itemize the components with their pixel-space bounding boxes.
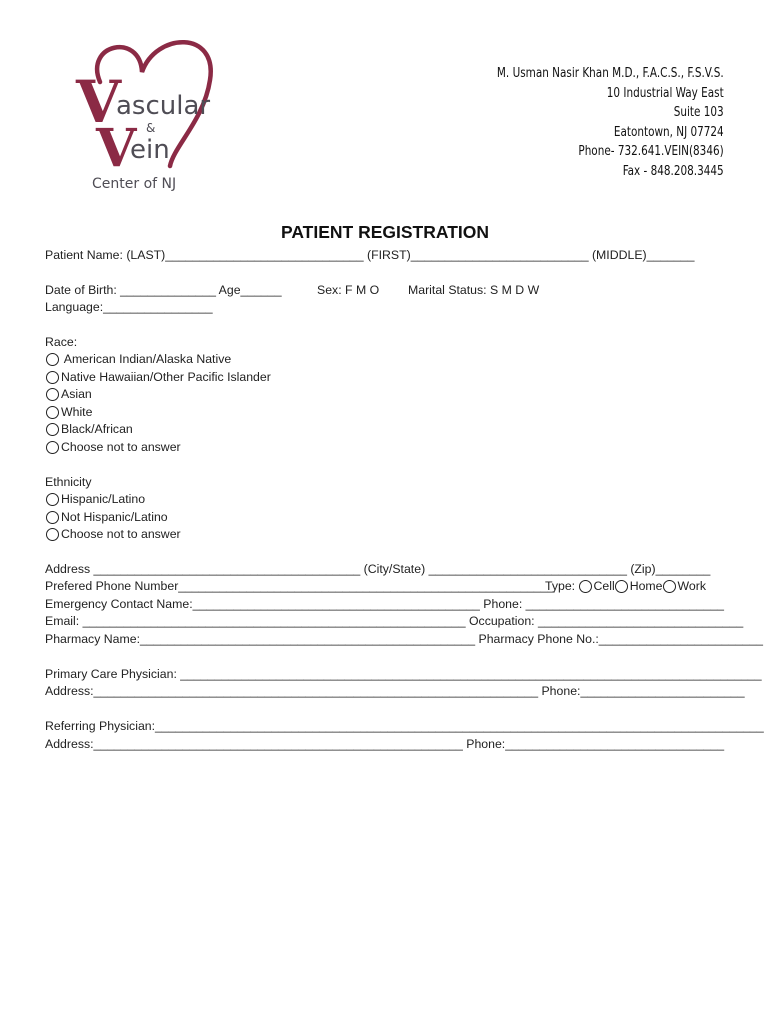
radio-circle-icon[interactable] (46, 353, 59, 366)
header-line: Eatontown, NJ 07724 (614, 123, 724, 140)
phone-type-home: Home (629, 579, 663, 593)
address-field[interactable]: Address _______________________________________ (City/State) _____________________________ (Zip)________ (45, 562, 711, 576)
dob-age-field[interactable]: Date of Birth: ______________ Age______ (45, 283, 282, 297)
pcp-address-field[interactable]: Address:_________________________________________________________________ Phone:________________________ (45, 684, 745, 698)
phone-number-field[interactable]: Prefered Phone Number_______________________________________________________ (45, 579, 555, 593)
header-line: Phone- 732.641.VEIN(8346) (578, 143, 724, 160)
practice-header (497, 64, 724, 182)
logo-v-letter: V (76, 68, 122, 136)
radio-circle-icon[interactable] (579, 580, 592, 593)
phone-type-label: Type: (545, 579, 579, 593)
radio-circle-icon[interactable] (46, 528, 59, 541)
radio-circle-icon[interactable] (663, 580, 676, 593)
radio-circle-icon[interactable] (46, 441, 59, 454)
race-option[interactable] (46, 405, 92, 419)
ethnicity-option-label: Hispanic/Latino (61, 492, 146, 506)
vascular-vein-logo (70, 34, 230, 194)
form-title: PATIENT REGISTRATION (280, 222, 490, 242)
ethnicity-option-label: Choose not to answer (61, 527, 181, 541)
phone-type-cell: Cell (593, 579, 615, 593)
ethnicity-label: Ethnicity (45, 475, 92, 489)
race-option[interactable] (46, 422, 133, 436)
header-line: 10 Industrial Way East (607, 84, 724, 101)
radio-circle-icon[interactable] (46, 423, 59, 436)
sex-field[interactable]: Sex: F M O (317, 283, 380, 297)
logo-tagline: Center of NJ (92, 176, 177, 192)
logo-line1: ascular (116, 91, 211, 121)
race-option-label: American Indian/Alaska Native (61, 352, 232, 366)
logo-v-letter-2: V (96, 118, 137, 179)
race-option[interactable] (46, 352, 231, 366)
radio-circle-icon[interactable] (46, 511, 59, 524)
race-option[interactable] (46, 440, 181, 454)
race-label: Race: (45, 335, 78, 349)
emergency-contact-field[interactable]: Emergency Contact Name:__________________________________________ Phone: _____________________________ (45, 597, 724, 611)
patient-name-field[interactable]: Patient Name: (LAST)_____________________________ (FIRST)__________________________ (MIDDLE)_______ (45, 248, 695, 262)
race-option-label: Native Hawaiian/Other Pacific Islander (61, 370, 271, 384)
ethnicity-option-label: Not Hispanic/Latino (61, 510, 168, 524)
ethnicity-option[interactable] (46, 510, 168, 524)
race-option-label: Black/African (61, 422, 133, 436)
pharmacy-field[interactable]: Pharmacy Name:_________________________________________________ Pharmacy Phone No.:________________________ (45, 632, 763, 646)
race-option-label: Choose not to answer (61, 440, 181, 454)
radio-circle-icon[interactable] (46, 388, 59, 401)
marital-status-field[interactable]: Marital Status: S M D W (408, 283, 540, 297)
race-option[interactable] (46, 387, 92, 401)
header-line: Fax - 848.208.3445 (622, 162, 724, 179)
race-option[interactable] (46, 370, 271, 384)
logo-amp: & (146, 121, 156, 135)
referring-physician-field[interactable]: Referring Physician:_________________________________________________________________________________________ (45, 719, 764, 733)
header-line: Suite 103 (674, 104, 724, 121)
race-option-label: Asian (61, 387, 92, 401)
radio-circle-icon[interactable] (46, 371, 59, 384)
email-occupation-field[interactable]: Email: ________________________________________________________ Occupation: ______________________________ (45, 614, 744, 628)
race-option-label: White (61, 405, 93, 419)
radio-circle-icon[interactable] (615, 580, 628, 593)
header-line: M. Usman Nasir Khan M.D., F.A.C.S., F.S.V.S. (497, 65, 724, 81)
radio-circle-icon[interactable] (46, 493, 59, 506)
phone-type-group[interactable] (545, 579, 706, 593)
phone-type-work: Work (677, 579, 706, 593)
primary-care-physician-field[interactable]: Primary Care Physician: _____________________________________________________________________________________ (45, 667, 762, 681)
language-field[interactable]: Language:________________ (45, 300, 213, 314)
logo-line2: ein (130, 135, 170, 165)
referring-address-field[interactable]: Address:______________________________________________________ Phone:________________________________ (45, 737, 725, 751)
ethnicity-option[interactable] (46, 527, 181, 541)
radio-circle-icon[interactable] (46, 406, 59, 419)
ethnicity-option[interactable] (46, 492, 145, 506)
